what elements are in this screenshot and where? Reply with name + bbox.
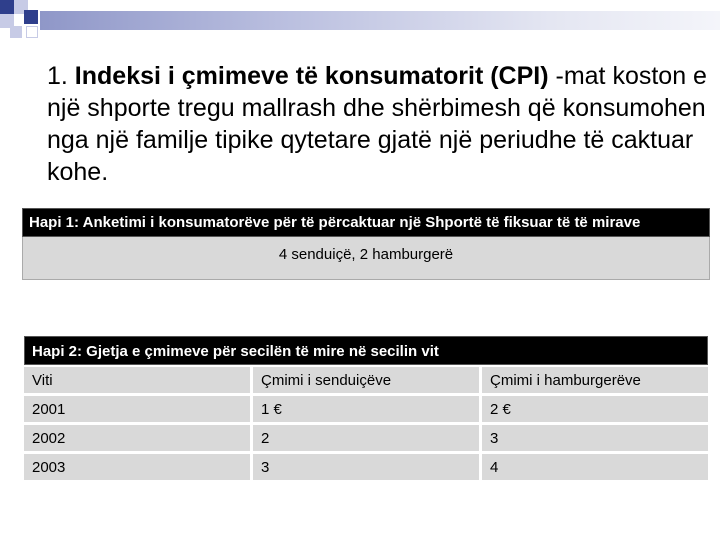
step1-heading: Hapi 1: Anketimi i konsumatorëve për të përcaktuar një Shportë të fiksuar të të mirave [22,208,710,237]
column-header-sandwich-price: Çmimi i senduiçëve [253,367,482,393]
cell-sandwich-price: 3 [253,454,482,480]
cell-hamburger-price: 3 [482,425,708,451]
title-number: 1. [47,62,75,90]
step2-heading: Hapi 2: Gjetja e çmimeve për secilën të mire në secilin vit [24,336,708,365]
corner-square-light [10,26,22,38]
cell-year: 2003 [24,454,253,480]
table-row [24,425,708,451]
table-row [24,454,708,480]
corner-square-dark [24,10,38,24]
cell-sandwich-price: 1 € [253,396,482,422]
slide-title [47,60,707,188]
step1-basket: 4 senduiçë, 2 hamburgerë [22,237,710,280]
step2-box [24,336,708,483]
corner-square-dark [0,0,14,14]
cell-hamburger-price: 4 [482,454,708,480]
price-table [24,364,708,483]
cell-hamburger-price: 2 € [482,396,708,422]
step1-box [22,208,710,280]
column-header-hamburger-price: Çmimi i hamburgerëve [482,367,708,393]
title-bold-term: Indeksi i çmimeve të konsumatorit (CPI) [74,62,549,90]
cell-sandwich-price: 2 [253,425,482,451]
cell-year: 2002 [24,425,253,451]
title-definition: -mat koston e një shporte tregu mallrash dhe shërbimesh që konsumohen nga një familje tipike qytetare gjatë një periudhe të caktuar kohe. [47,62,707,186]
column-header-year: Viti [24,367,253,393]
table-row [24,396,708,422]
cell-year: 2001 [24,396,253,422]
header-gradient-bar [40,11,720,30]
table-header-row [24,367,708,393]
corner-square-outline [26,26,38,38]
